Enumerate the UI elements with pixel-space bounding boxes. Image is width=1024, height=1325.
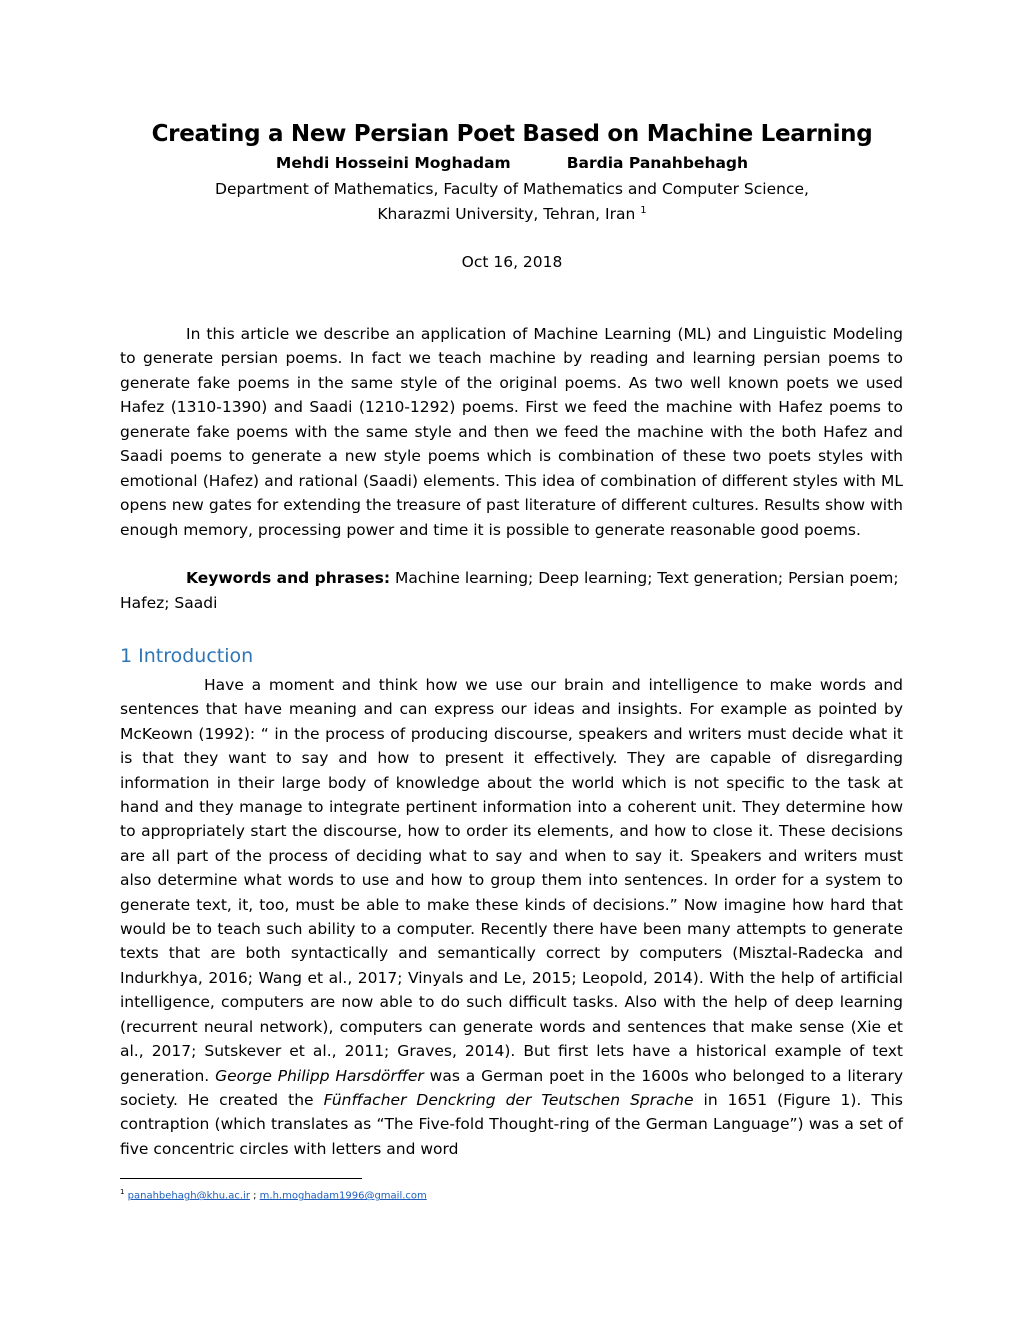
email-link[interactable]: panahbehagh@khu.ac.ir: [127, 1190, 250, 1202]
footnote-separator: ;: [249, 1190, 260, 1202]
italic-name: George Philipp Harsdörffer: [215, 1066, 424, 1085]
author-name: Mehdi Hosseini Moghadam: [275, 154, 511, 172]
keywords-label: Keywords and phrases:: [186, 569, 391, 587]
paper-title: Creating a New Persian Poet Based on Machine Learning: [151, 121, 873, 147]
footnote-rule: [120, 1178, 362, 1179]
intro-text: Have a moment and think how we use our brain and intelligence to make words and sentences that have meaning and can express our ideas and insights. For example as pointed by McKeown (1992): “ in the process of producing discourse, speakers and writers must decide what it is that they want to say and how to present it effectively. They are capable of disregarding information in their large body of knowledge about the world which is not specific to the task at hand and they manage to integrate pertinent information into a coherent unit. They determine how to appropriately start the discourse, how to order its elements, and how to close it. These decisions are all part of the process of deciding what to say and when to say it. Speakers and writers must also determine what words to use and how to group them into sentences. In order for a system to generate text, it, too, must be able to make these kinds of decisions.” Now imagine how hard that would be to teach such ability to a computer. Recently there have been many attempts to generate texts that are both syntactically and semantically correct by computers (Misztal-Radecka and Indurkhya, 2016; Wang et al., 2017; Vinyals and Le, 2015; Leopold, 2014). With the help of artificial intelligence, computers are now able to do such difficult tasks. Also with the help of deep learning (recurrent neural network), computers can generate words and sentences that make sense (Xie et al., 2017; Sutskever et al., 2011; Graves, 2014). But first lets have a historical example of text generation.: [120, 676, 903, 1085]
italic-title: Fünffacher Denckring der Teutschen Sprache: [323, 1090, 694, 1109]
email-link[interactable]: m.h.moghadam1996@gmail.com: [259, 1190, 427, 1202]
paper-date: Oct 16, 2018: [461, 253, 563, 271]
intro-paragraph: [120, 673, 903, 1161]
footnote-mark: 1: [120, 1188, 125, 1196]
author-list: [0, 154, 1024, 172]
section-heading: 1 Introduction: [120, 645, 254, 667]
intro-text: in 1651 (Figure 1). This contraption (which translates as “The Five-fold Thought-ring of the German Language”) was a set of five concentric circles with letters and word: [120, 1090, 903, 1158]
abstract-paragraph: In this article we describe an application of Machine Learning (ML) and Linguistic Modeling to generate persian poems. In fact we teach machine by reading and learning persian poems to generate fake poems in the same style of the original poems. As two well known poets we used Hafez (1310-1390) and Saadi (1210-1292) poems. First we feed the machine with Hafez poems to generate fake poems with the same style and then we feed the machine with the both Hafez and Saadi poems to generate a new style poems which is combination of these two poets styles with emotional (Hafez) and rational (Saadi) elements. This idea of combination of different styles with ML opens new gates for extending the treasure of past literature of different cultures. Results show with enough memory, processing power and time it is possible to generate reasonable good poems.: [120, 325, 903, 539]
affiliation-line: [0, 205, 1024, 223]
intro-text: was a German poet in the 1600s who belonged to a literary society. He created the: [120, 1066, 904, 1109]
footnote: [120, 1188, 427, 1201]
keywords-text: Machine learning; Deep learning; Text generation; Persian poem; Hafez; Saadi: [120, 569, 899, 612]
author-name: Bardia Panahbehagh: [566, 154, 749, 172]
affiliation-text: Kharazmi University, Tehran, Iran: [377, 205, 636, 224]
affiliation-line: Department of Mathematics, Faculty of Mathematics and Computer Science,: [215, 180, 809, 198]
keywords: [120, 566, 903, 615]
footnote-marker: 1: [640, 205, 647, 216]
